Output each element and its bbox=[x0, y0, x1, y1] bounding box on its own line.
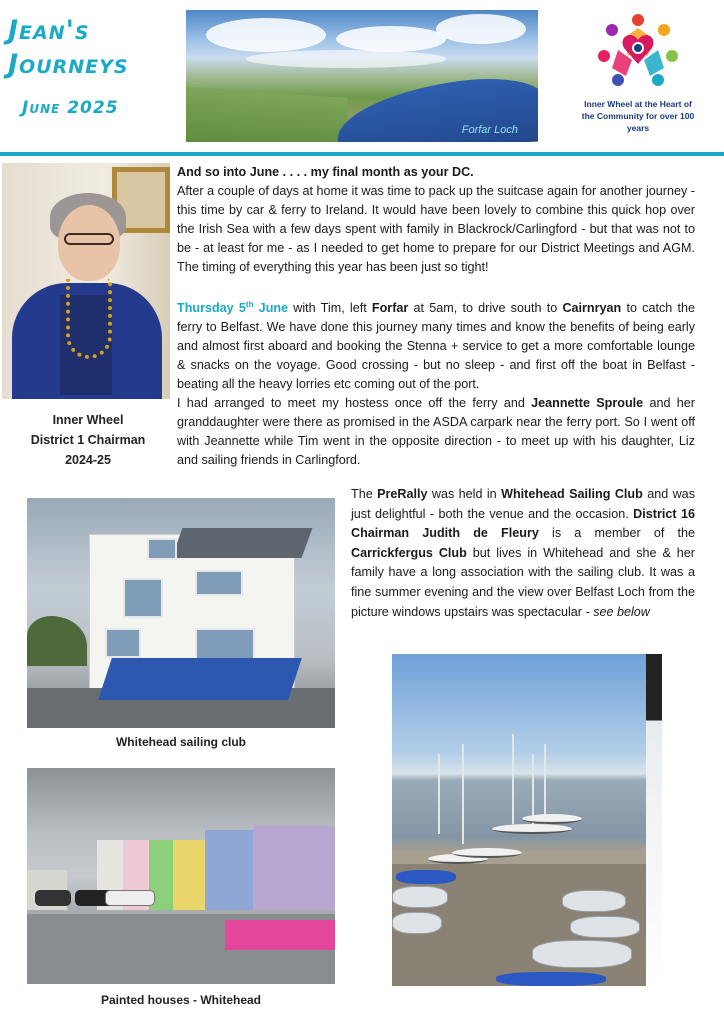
caption-painted-houses: Painted houses - Whitehead bbox=[100, 993, 262, 1007]
painted-houses-photo bbox=[27, 768, 335, 984]
paragraph-1: After a couple of days at home it was time to pack up the suitcase again for another journey - this time by car & ferry to Ireland. It would have been lovely to combine this quick hop over the Irish Sea with a few days spent with family in Blackrock/Carlingford - but that was not to be - at least for me - as I needed to get home to prepare for our District Meetings and AGM. The timing of everything this year has been just so tight! bbox=[177, 184, 695, 274]
masthead-title-line-2: Journeys bbox=[8, 49, 129, 80]
paragraph-2: Thursday 5th June with Tim, left Forfar at 5am, to drive south to Cairnryan to catch the ferry to Belfast. We have done this journey many times and know the benefits of being early and almost first aboard and booking the Stenna + service to get a more comfortable lounge & snacks on the voyage. Good crossing - but no sleep - and first off the boat in Belfast - beating all the heavy lorries etc coming out of the port. bbox=[177, 300, 695, 392]
caption-sailing-club: Whitehead sailing club bbox=[115, 735, 246, 749]
header-photo-forfar-loch bbox=[186, 10, 538, 142]
see-below-note: - see below bbox=[585, 604, 650, 619]
sailing-club-photo bbox=[27, 498, 335, 728]
place-cairnryan: Cairnryan bbox=[562, 301, 622, 316]
portrait-caption bbox=[10, 410, 166, 470]
masthead-date: June 2025 bbox=[22, 98, 119, 118]
term-prerally: PreRally bbox=[377, 487, 428, 501]
place-forfar: Forfar bbox=[371, 301, 409, 316]
paragraph-3: I had arranged to meet my hostess once off the ferry and Jeannette Sproule and her granddaughter were there as promised in the ASDA carpark near the ferry port. So I went off with Jeannette while Tim went in the opposite direction - to meet up with his daughter, Liz and sailing friends in Carlingford. bbox=[177, 396, 695, 468]
portrait-caption-line-3: 2024-25 bbox=[65, 453, 111, 467]
logo-tagline-line-1: Inner Wheel at the Heart of bbox=[584, 99, 692, 109]
masthead-title bbox=[8, 14, 180, 118]
article-body bbox=[177, 163, 695, 470]
header-photo-caption: Forfar Loch bbox=[461, 124, 518, 136]
inner-wheel-logo bbox=[576, 10, 700, 134]
place-whitehead-sailing-club: Whitehead Sailing Club bbox=[501, 487, 643, 501]
portrait-photo bbox=[2, 163, 170, 399]
header-divider bbox=[0, 152, 724, 156]
paragraph-4: The PreRally was held in Whitehead Sailing Club and was just delightful - both the venue and the occasion. District 16 Chairman Judith de Fleury is a member of the Carrickfergus Club but lives in Whitehead and she & her family have a long association with the sailing club. It was a fine summer evening and the view over Belfast Loch from the picture windows upstairs was spectacular - see below bbox=[351, 487, 696, 619]
logo-tagline-line-2: the Community for over 100 years bbox=[581, 111, 695, 133]
date-thursday: Thursday 5th June bbox=[177, 300, 289, 316]
name-jeannette-sproule: Jeannette Sproule bbox=[531, 396, 644, 411]
masthead-title-line-1: Jean's bbox=[8, 15, 90, 46]
place-carrickfergus-club: Carrickfergus Club bbox=[351, 545, 467, 560]
intro-heading: And so into June . . . . my final month as your DC. bbox=[177, 165, 474, 179]
belfast-loch-photo bbox=[392, 654, 662, 986]
portrait-caption-line-2: District 1 Chairman bbox=[30, 433, 146, 447]
inner-wheel-emblem-icon bbox=[596, 10, 680, 94]
portrait-caption-line-1: Inner Wheel bbox=[52, 413, 124, 427]
name-district-chairman: District 16 Chairman Judith de Fleury bbox=[351, 506, 696, 541]
